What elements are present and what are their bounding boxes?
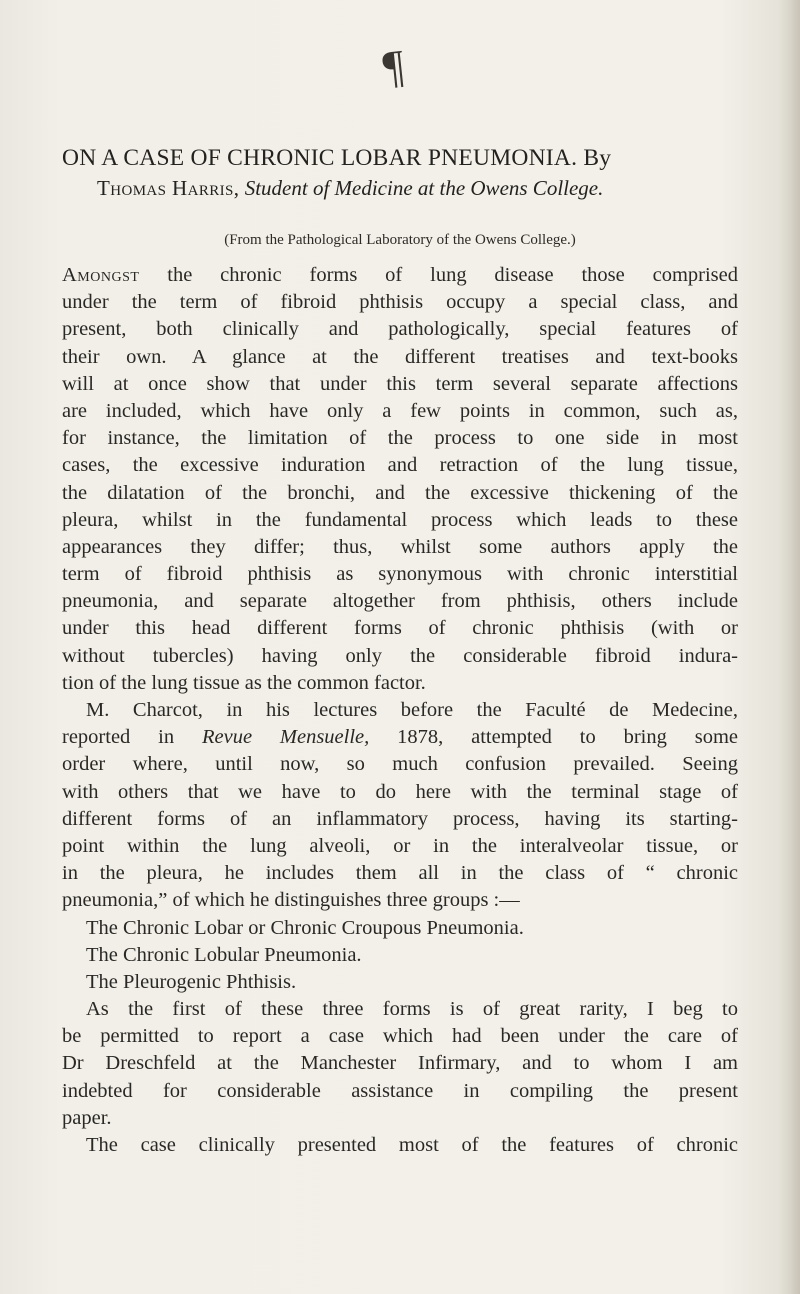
body-line: point within the lung alveoli, or in the interalveolar tissue, or <box>62 834 738 857</box>
body-line: in the pleura, he includes them all in the class of “ chronic <box>62 862 738 885</box>
author-affiliation: Student of Medicine at the Owens College. <box>244 176 604 200</box>
article-body <box>62 262 738 1159</box>
body-text: the chronic forms of lung disease those comprised <box>139 264 738 286</box>
body-line: will at once show that under this term several separate affections <box>62 372 738 395</box>
body-line: their own. A glance at the different treatises and text-books <box>62 345 738 368</box>
body-line: different forms of an inflammatory process, having its starting- <box>62 807 738 830</box>
body-line: under the term of fibroid phthisis occupy a special class, and <box>62 291 738 314</box>
author-name: Thomas Harris, <box>97 176 240 200</box>
body-line: be permitted to report a case which had been under the care of <box>62 1025 738 1048</box>
body-line: pneumonia, and separate altogether from phthisis, others include <box>62 590 738 613</box>
body-line: pleura, whilst in the fundamental process which leads to these <box>62 508 738 531</box>
body-line: paper. <box>62 1106 112 1129</box>
body-line: appearances they differ; thus, whilst some authors apply the <box>62 535 738 558</box>
body-line: tion of the lung tissue as the common factor. <box>62 671 426 694</box>
body-line: are included, which have only a few points in common, such as, <box>62 399 738 422</box>
body-line <box>62 724 738 751</box>
body-line: cases, the excessive induration and retraction of the lung tissue, <box>62 454 738 477</box>
body-line: term of fibroid phthisis as synonymous with chronic interstitial <box>62 563 738 586</box>
laboratory-note: (From the Pathological Laboratory of the Owens College.) <box>224 232 576 248</box>
author-byline <box>97 175 757 201</box>
body-text: reported in <box>62 726 202 749</box>
body-line: with others that we have to do here with the terminal stage of <box>62 780 738 803</box>
group-item: The Chronic Lobular Pneumonia. <box>86 943 362 966</box>
article-title: ON A CASE OF CHRONIC LOBAR PNEUMONIA. By <box>62 145 612 171</box>
body-line: pneumonia,” of which he distinguishes three groups :— <box>62 889 520 912</box>
body-line <box>62 262 738 289</box>
body-line: without tubercles) having only the considerable fibroid indura- <box>62 644 738 667</box>
body-line: Dr Dreschfeld at the Manchester Infirmary, and to whom I am <box>62 1052 738 1075</box>
body-line: order where, until now, so much confusion prevailed. Seeing <box>62 753 738 776</box>
body-line: indebted for considerable assistance in compiling the present <box>62 1079 738 1102</box>
body-line: As the first of these three forms is of great rarity, I beg to <box>86 998 738 1021</box>
group-item: The Chronic Lobar or Chronic Croupous Pneumonia. <box>86 916 524 939</box>
group-item: The Pleurogenic Phthisis. <box>86 970 297 993</box>
opening-word: Amongst <box>62 264 140 286</box>
body-line: M. Charcot, in his lectures before the Faculté de Medecine, <box>86 699 738 721</box>
body-line: The case clinically presented most of the features of chronic <box>86 1134 738 1156</box>
body-line: present, both clinically and pathologically, special features of <box>62 318 738 341</box>
body-line: under this head different forms of chronic phthisis (with or <box>62 617 738 640</box>
handwritten-page-mark: ¶ <box>380 40 407 93</box>
journal-title: Revue Mensuelle, <box>201 726 370 749</box>
body-line: for instance, the limitation of the process to one side in most <box>62 427 738 450</box>
body-text: 1878, attempted to bring some <box>369 726 738 749</box>
body-line: the dilatation of the bronchi, and the excessive thickening of the <box>62 481 738 504</box>
page-edge-shadow <box>778 0 800 1294</box>
